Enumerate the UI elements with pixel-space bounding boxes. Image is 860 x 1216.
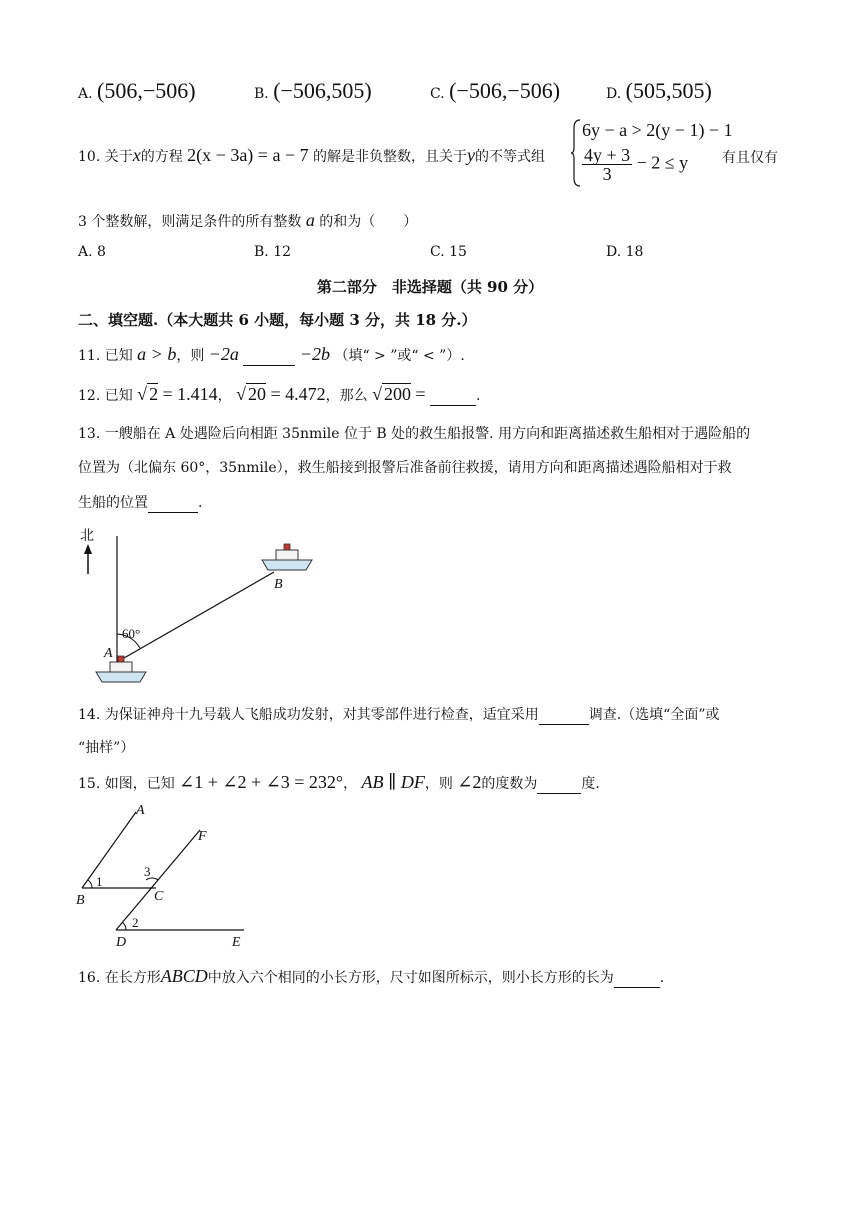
angle-3-label: 3 (144, 864, 151, 879)
q15-question: 15. 如图，已知 ∠1 + ∠2 + ∠3 = 232°， AB ∥ DF，则 ∠2的度数为 度. (78, 772, 600, 792)
point-a-label: A (104, 646, 113, 661)
q12-answer-blank[interactable] (430, 385, 476, 406)
q10-question-line2: 3 个整数解，则满足条件的所有整数 a 的和为（ ） (78, 210, 418, 230)
section2-title: 二、填空题.（本大题共 6 小题，每小题 3 分，共 18 分.） (78, 311, 477, 329)
point-d-label: D (116, 935, 127, 950)
q13-question-line1: 13. 一艘船在 A 处遇险后向相距 35nmile 位于 B 处的救生船报警. 用方向和距离描述救生船相对于遇险船的 (78, 426, 751, 442)
angle-2-label: 2 (132, 915, 139, 930)
point-f-label: F (198, 829, 207, 844)
q14-question-line1: 14. 为保证神舟十九号载人飞船成功发射，对其零部件进行检查，适宜采用 调查.（选填“全面”或 (78, 704, 719, 725)
q15-answer-blank[interactable] (537, 773, 581, 794)
q12-question: 12. 已知 √ 2 = 1.414， √ 20 = 4.472，那么 √ 200 = . (78, 384, 481, 404)
q10-inequality-1: 6y − a > 2(y − 1) − 1 (582, 120, 733, 140)
q16-question: 16. 在长方形ABCD中放入六个相同的小长方形，尺寸如图所标示，则小长方形的长为 . (78, 966, 665, 986)
q10-question-line1: 10. 关于x的方程 2(x − 3a) = a − 7 的解是非负整数，且关于y的不等式组 (78, 145, 546, 165)
q9-option-d: D. (505,505) (606, 78, 712, 103)
north-arrow-icon (84, 544, 92, 574)
q9-option-c: C. (−506,−506) (430, 78, 561, 103)
point-c-label: C (154, 889, 164, 904)
point-e-label: E (232, 935, 241, 950)
q10-inequality-system (570, 118, 733, 188)
q11-question: 11. 已知 a > b，则 −2a −2b （填“ > ”或“ < ”）. (78, 344, 465, 364)
q10-equation: 2(x − 3a) = a − 7 (187, 145, 309, 165)
q10-option-a: A. 8 (78, 244, 106, 260)
segment-ab (117, 572, 274, 662)
q10-option-b: B. 12 (254, 244, 292, 260)
q16-answer-blank[interactable] (614, 967, 660, 988)
q15-figure (74, 800, 264, 950)
q13-question-line3: 生船的位置 . (78, 492, 202, 513)
angle-1-label: 1 (96, 874, 103, 889)
angle-label: 60° (122, 626, 141, 641)
line-ab (82, 812, 136, 888)
north-label: 北 (80, 529, 94, 544)
q10-option-c: C. 15 (430, 244, 467, 260)
brace-icon (570, 118, 582, 188)
q10-text-tail: 有且仅有 (722, 150, 778, 166)
ship-b-icon (262, 544, 312, 570)
q10-option-d: D. 18 (606, 244, 644, 260)
part2-title: 第二部分 非选择题（共 90 分） (316, 278, 544, 296)
q13-question-line2: 位置为（北偏东 60°，35nmile），救生船接到报警后准备前往救援，请用方向和距离描述遇险船相对于救 (78, 460, 732, 476)
q13-figure (76, 524, 326, 694)
point-b-label: B (274, 577, 283, 592)
q14-answer-blank[interactable] (539, 704, 589, 725)
q13-answer-blank[interactable] (148, 492, 198, 513)
q9-option-a: A. (506,−506) (78, 78, 196, 103)
q10-inequality-2: $\frac{4y + 3}{3}$ − 2 ≤ y (584, 145, 689, 184)
point-b-label: B (76, 893, 85, 908)
q9-option-b: B. (−506,505) (254, 78, 372, 103)
q11-answer-blank[interactable] (243, 345, 295, 366)
q14-question-line2: “抽样”） (78, 740, 135, 756)
point-a-label: A (136, 803, 145, 818)
